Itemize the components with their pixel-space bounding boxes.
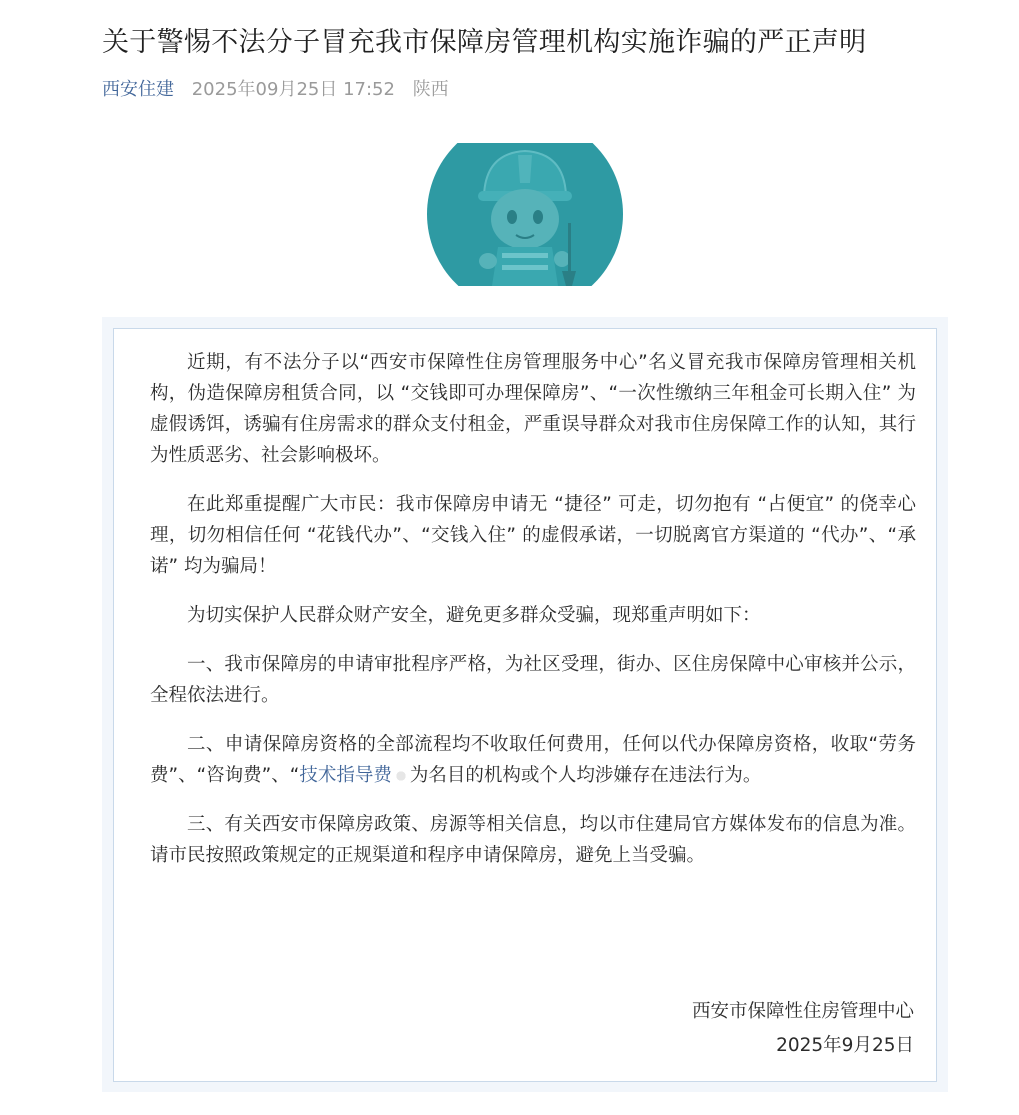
notice-paragraph-5-text-a: 二、申请保障房资格的全部流程均不收取任何费用，任何以代办保障房资格，收取“劳务费”、“咨询费”、“ [150,734,916,786]
notice-paragraph-4: 一、我市保障房的申请审批程序严格，为社区受理，街办、区住房保障中心审核并公示，全程依法进行。 [150,654,916,706]
author-link[interactable]: 西安住建 [102,79,174,100]
notice-paragraph-3: 为切实保护人民群众财产安全，避免更多群众受骗，现郑重声明如下： [187,605,761,626]
publish-time: 2025年09月25日 17:52 [191,79,395,100]
notice-paragraph-6: 三、有关西安市保障房政策、房源等相关信息，均以市住建局官方媒体发布的信息为准。请市民按照政策规定的正规渠道和程序申请保障房，避免上当受骗。 [150,814,916,866]
notice-body [150,347,916,889]
signature-date: 2025年9月25日 [776,1035,914,1056]
notice-paragraph-5-text-b: 为名目的机构或个人均涉嫌存在违法行为。 [409,765,762,786]
construction-worker-mascot-icon [426,143,624,286]
signature-organization: 西安市保障性住房管理中心 [691,1001,914,1022]
keyword-link-tech-guidance-fee[interactable]: 技术指导费 [299,765,392,786]
notice-signature [692,995,914,1063]
notice-paragraph-5 [150,729,916,791]
article-meta [102,78,449,102]
notice-card [113,328,937,1082]
notice-frame [102,317,948,1092]
notice-paragraph-1: 近期，有不法分子以“西安市保障性住房管理服务中心”名义冒充我市保障房管理相关机构，伪造保障房租赁合同，以 “交钱即可办理保障房”、“一次性缴纳三年租金可长期入住” 为虚假诱饵，诱骗有住房需求的群众支付租金，严重误导群众对我市住房保障工作的认知，其行为性质恶劣、社会影响极坏。 [150,352,916,466]
notice-paragraph-2: 在此郑重提醒广大市民：我市保障房申请无 “捷径” 可走，切勿抱有 “占便宜” 的侥幸心理，切勿相信任何 “花钱代办”、“交钱入住” 的虚假承诺，一切脱离官方渠道的 “代办”、“承诺” 均为骗局！ [150,494,916,577]
link-dot-icon [392,769,410,783]
publish-region: 陕西 [412,79,449,100]
banner-image [426,143,624,286]
article-title: 关于警惕不法分子冒充我市保障房管理机构实施诈骗的严正声明 [102,27,867,58]
